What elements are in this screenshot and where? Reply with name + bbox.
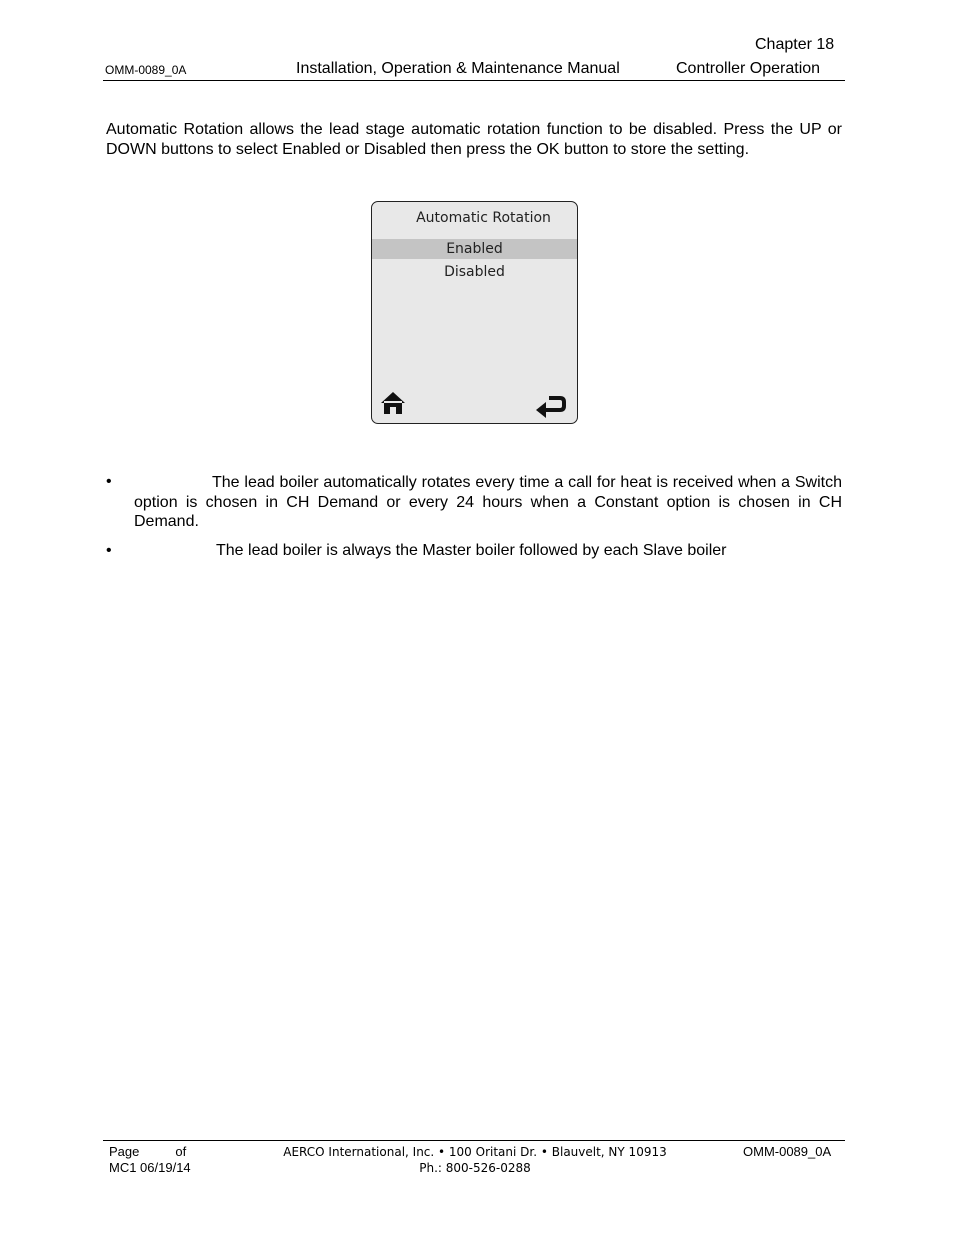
page-number <box>109 1144 186 1159</box>
manual-title: Installation, Operation & Maintenance Manual <box>296 60 620 77</box>
screen-title: Automatic Rotation <box>416 210 551 226</box>
revision-label: MC1 06/19/14 <box>109 1160 191 1175</box>
bullet-text: The lead boiler automatically rotates every time a call for heat is received when a Switch option is chosen in CH Demand or every 24 hours when a Constant option is chosen in CH Demand. <box>134 474 842 530</box>
intro-paragraph: Automatic Rotation allows the lead stage automatic rotation function to be disabled. Press the UP or DOWN buttons to select Enabled or Disabled then press the OK button to store the setting. <box>106 121 842 158</box>
controller-screen <box>371 201 578 424</box>
header-doc-number: OMM-0089_0A <box>105 63 187 77</box>
bullet-text: The lead boiler is always the Master boiler followed by each Slave boiler <box>216 542 727 559</box>
bullet-marker: • <box>106 473 112 490</box>
footer-doc-number: OMM-0089_0A <box>743 1144 832 1159</box>
home-icon[interactable] <box>380 391 406 415</box>
option-disabled[interactable]: Disabled <box>444 264 505 280</box>
bullet-item <box>134 473 842 532</box>
bullet-marker: • <box>106 542 112 559</box>
option-enabled[interactable]: Enabled <box>372 239 577 259</box>
footer-divider <box>103 1140 845 1141</box>
header-divider <box>103 80 845 81</box>
of-label: of <box>175 1144 187 1159</box>
chapter-label: Chapter 18 <box>755 36 835 53</box>
page-label: Page <box>109 1144 140 1159</box>
company-phone: Ph.: 800-526-0288 <box>419 1161 531 1175</box>
return-arrow-icon[interactable] <box>535 394 567 418</box>
section-title: Controller Operation <box>676 60 821 77</box>
company-address: AERCO International, Inc. • 100 Oritani Dr. • Blauvelt, NY 10913 <box>283 1145 667 1159</box>
